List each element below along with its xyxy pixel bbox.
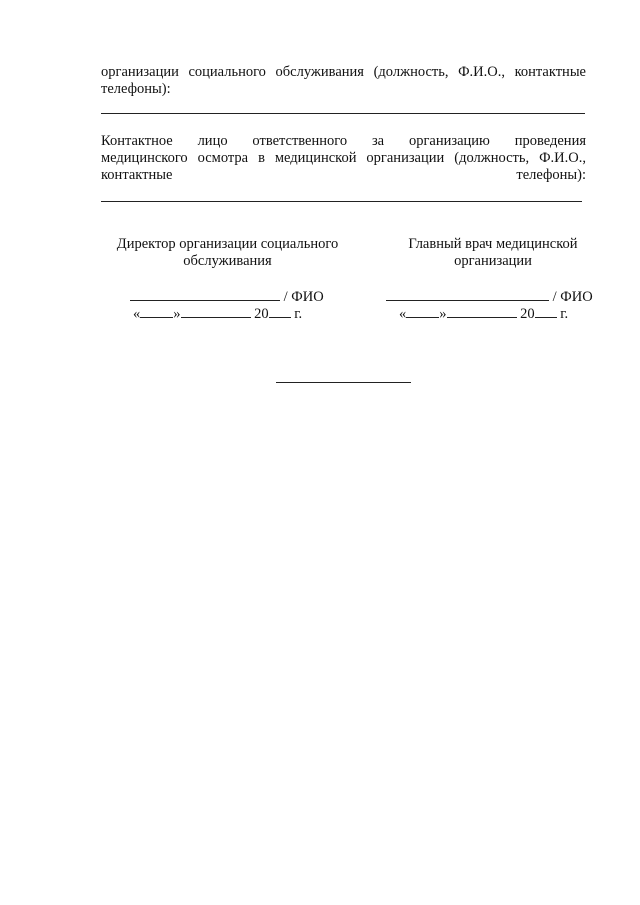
chief-doctor-fio-label: / ФИО <box>552 289 593 305</box>
chief-doctor-signature-title <box>384 236 602 270</box>
chief-doctor-title-line-1: Главный врач медицинской <box>408 236 578 252</box>
medical-org-contact-line-1: Контактное лицо ответственного за организацию проведения <box>101 133 586 149</box>
chief-doctor-signature-blank[interactable] <box>386 289 549 301</box>
medical-org-contact-fill-line[interactable] <box>101 201 582 202</box>
chief-doctor-date-row <box>399 306 568 323</box>
chief-doctor-title-line-2: организации <box>454 253 532 269</box>
chief-doctor-date-year-prefix: 20 <box>520 306 535 322</box>
social-org-contact-paragraph <box>101 64 586 98</box>
director-date-close-quote: » <box>173 306 181 322</box>
chief-doctor-date-close-quote: » <box>439 306 447 322</box>
chief-doctor-date-day-blank[interactable] <box>406 306 439 318</box>
director-title-line-1: Директор организации социального <box>116 236 339 252</box>
director-signature-blank[interactable] <box>130 289 280 301</box>
director-date-open-quote: « <box>133 306 141 322</box>
director-date-year-blank[interactable] <box>269 306 291 318</box>
chief-doctor-date-year-suffix: г. <box>560 306 569 322</box>
director-date-year-suffix: г. <box>294 306 303 322</box>
chief-doctor-signature-row <box>386 289 593 306</box>
document-end-divider <box>276 382 411 383</box>
chief-doctor-date-month-blank[interactable] <box>447 306 517 318</box>
director-signature-row <box>130 289 324 306</box>
chief-doctor-date-open-quote: « <box>399 306 407 322</box>
director-title-line-2: обслуживания <box>183 253 272 269</box>
social-org-contact-line-2: телефоны): <box>101 81 171 97</box>
director-signature-title <box>100 236 355 270</box>
medical-org-contact-line-3-right: телефоны): <box>516 167 586 183</box>
director-date-row <box>133 306 302 323</box>
medical-org-contact-line-3 <box>101 167 586 184</box>
social-org-contact-line-1: организации социального обслуживания (должность, Ф.И.О., контактные <box>101 64 586 80</box>
director-date-day-blank[interactable] <box>140 306 173 318</box>
chief-doctor-date-year-blank[interactable] <box>535 306 557 318</box>
director-date-year-prefix: 20 <box>254 306 269 322</box>
social-org-contact-fill-line[interactable] <box>101 113 585 114</box>
medical-org-contact-line-3-left: контактные <box>101 167 173 183</box>
director-date-month-blank[interactable] <box>181 306 251 318</box>
medical-org-contact-line-2: медицинского осмотра в медицинской организации (должность, Ф.И.О., <box>101 150 586 166</box>
director-fio-label: / ФИО <box>283 289 324 305</box>
medical-org-contact-paragraph <box>101 133 586 184</box>
